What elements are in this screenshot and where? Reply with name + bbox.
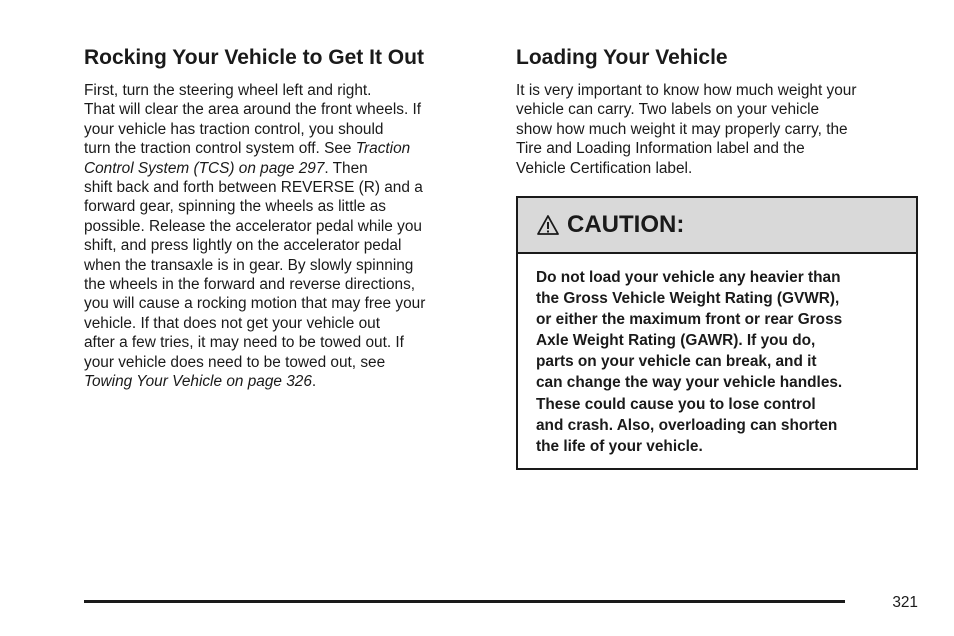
paragraph-line: after a few tries, it may need to be towed out. If xyxy=(84,334,404,352)
paragraph-line: shift, and press lightly on the accelerator pedal xyxy=(84,237,402,255)
rocking-vehicle-paragraph xyxy=(84,81,488,392)
caution-line: Do not load your vehicle any heavier than xyxy=(536,269,841,286)
paragraph-line: First, turn the steering wheel left and right. xyxy=(84,82,372,99)
caution-line: can change the way your vehicle handles. xyxy=(536,374,843,392)
caution-line: Axle Weight Rating (GAWR). If you do, xyxy=(536,332,816,350)
footer-rule xyxy=(84,600,845,603)
paragraph-line: That will clear the area around the front wheels. If xyxy=(84,101,422,119)
paragraph-text: . xyxy=(311,373,317,391)
paragraph-line xyxy=(84,139,488,158)
caution-body xyxy=(518,254,916,457)
paragraph-line: when the transaxle is in gear. By slowly spinning xyxy=(84,256,414,274)
caution-line: the Gross Vehicle Weight Rating (GVWR), xyxy=(536,290,840,308)
caution-line: the life of your vehicle. xyxy=(536,437,703,455)
tcs-cross-reference-link-cont[interactable]: Control System (TCS) on page 297 xyxy=(84,159,325,177)
warning-triangle-icon xyxy=(537,214,559,236)
paragraph-line: your vehicle does need to be towed out, see xyxy=(84,353,386,371)
left-column xyxy=(84,44,488,392)
paragraph-line xyxy=(84,372,488,391)
paragraph-line: vehicle. If that does not get your vehicle out xyxy=(84,314,381,332)
paragraph-text: turn the traction control system off. See xyxy=(84,140,356,158)
paragraph-line: your vehicle has traction control, you should xyxy=(84,120,384,138)
caution-line: These could cause you to lose control xyxy=(536,395,816,413)
caution-title: CAUTION: xyxy=(567,211,685,238)
paragraph-line: possible. Release the accelerator pedal while you xyxy=(84,217,422,235)
paragraph-text: . Then xyxy=(324,159,368,177)
paragraph-line: show how much weight it may properly carry, the xyxy=(516,120,848,138)
paragraph-line xyxy=(84,159,488,178)
paragraph-line: vehicle can carry. Two labels on your vehicle xyxy=(516,101,820,119)
paragraph-line: the wheels in the forward and reverse directions, xyxy=(84,276,416,294)
page-number: 321 xyxy=(892,594,918,611)
caution-line: and crash. Also, overloading can shorten xyxy=(536,416,838,434)
paragraph-line: shift back and forth between REVERSE (R) and a xyxy=(84,179,423,197)
paragraph-line: It is very important to know how much weight your xyxy=(516,82,857,99)
caution-line: parts on your vehicle can break, and it xyxy=(536,353,817,371)
paragraph-line: you will cause a rocking motion that may free your xyxy=(84,295,426,313)
paragraph-line: Vehicle Certification label. xyxy=(516,159,693,177)
loading-vehicle-paragraph xyxy=(516,81,918,178)
caution-box xyxy=(516,196,918,470)
caution-header xyxy=(518,198,916,254)
section-heading-rocking-vehicle: Rocking Your Vehicle to Get It Out xyxy=(84,46,424,69)
towing-cross-reference-link[interactable]: Towing Your Vehicle on page 326 xyxy=(84,373,312,391)
paragraph-line: Tire and Loading Information label and the xyxy=(516,140,805,158)
caution-line: or either the maximum front or rear Gross xyxy=(536,311,843,329)
paragraph-line: forward gear, spinning the wheels as little as xyxy=(84,198,386,216)
section-heading-loading-vehicle: Loading Your Vehicle xyxy=(516,46,728,69)
tcs-cross-reference-link[interactable]: Traction xyxy=(355,140,411,158)
right-column xyxy=(516,44,918,178)
